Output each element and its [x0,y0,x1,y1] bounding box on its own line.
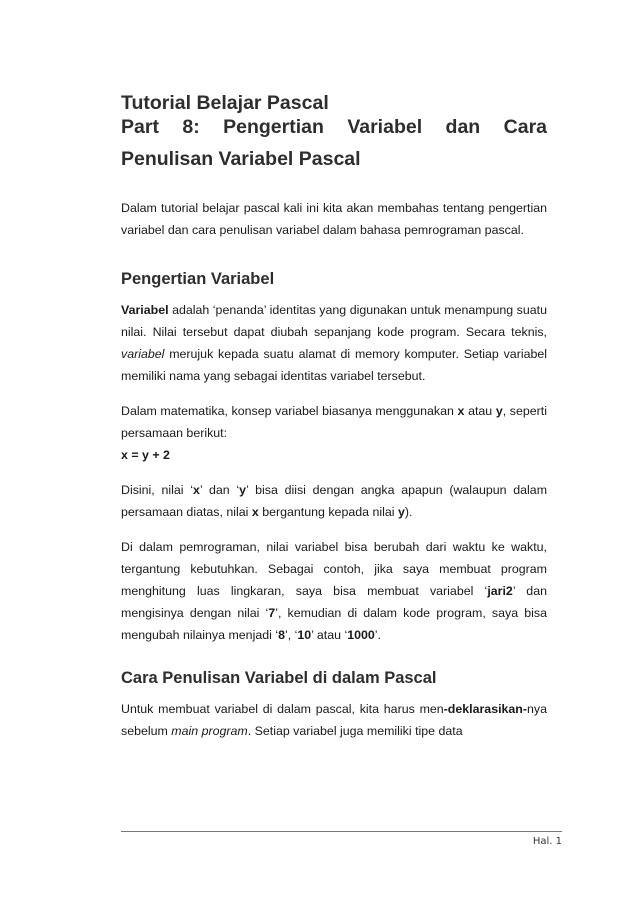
deklarasi-d: main program [171,724,248,738]
paragraph-disini [121,479,547,523]
document-page [121,91,547,742]
pemrograman-i: ’ atau ‘ [311,628,348,642]
disini-d: y [239,483,247,497]
deklarasi-e: . Setiap variabel juga memiliki tipe data [247,724,463,738]
pemrograman-e: ’, kemudian di dalam kode program, saya bisa mengubah nilainya menjadi ‘ [121,606,547,642]
pemrograman-g: ’, ‘ [284,628,298,642]
paragraph-deklarasi [121,698,547,742]
pemrograman-c: ’ dan mengisinya dengan nilai ‘ [121,584,547,620]
document-title [121,91,547,171]
page-number: Hal. 1 [532,836,562,847]
title-line-1: Tutorial Belajar Pascal [121,92,329,114]
disini-i: ). [404,505,413,519]
pemrograman-h: 10 [297,628,312,642]
term-variabel-italic: variabel [121,347,165,361]
pemrograman-a: Di dalam pemrograman, nilai variabel bisa berubah dari waktu ke waktu, tergantung kebutuhkan. Sebagai contoh, jika saya membuat program menghitung luas lingkaran, saya bisa membuat variabel ‘ [121,540,547,598]
math-text-c: , seperti persamaan berikut: [121,404,547,440]
section-heading-pengertian: Pengertian Variabel [121,270,275,288]
math-y: y [495,404,503,418]
pemrograman-b: jari2 [487,584,513,598]
paragraph-definition [121,299,547,387]
equation: x = y + 2 [121,448,170,462]
disini-h: y [397,505,405,519]
pemrograman-j: 1000 [347,628,375,642]
definition-text-b: merujuk kepada suatu alamat di memory komputer. Setiap variabel memiliki nama yang sebagai identitas variabel tersebut. [121,347,547,383]
disini-e: ’ bisa diisi dengan angka apapun (walaupun dalam persamaan diatas, nilai [121,483,548,519]
term-variabel: Variabel [121,303,169,317]
section-heading-cara-penulisan: Cara Penulisan Variabel di dalam Pascal [121,669,437,687]
deklarasi-b: -deklarasikan- [443,702,528,716]
paragraph-pemrograman [121,536,547,646]
pemrograman-f: 8 [278,628,285,642]
intro-paragraph: Dalam tutorial belajar pascal kali ini kita akan membahas tentang pengertian variabel dan cara penulisan variabel dalam bahasa pemrograman pascal. [121,201,547,237]
disini-c: ’ dan ‘ [199,483,240,497]
pemrograman-d: 7 [268,606,276,620]
definition-text-a: adalah ‘penanda’ identitas yang digunakan untuk menampung suatu nilai. Nilai tersebut dapat diubah sepanjang kode program. Secara teknis, [121,303,547,339]
footer-divider [121,831,562,832]
math-text-b: atau [464,404,496,418]
math-text-a: Dalam matematika, konsep variabel biasanya menggunakan [121,404,458,418]
pemrograman-k: ’. [374,628,381,642]
title-line-3: Penulisan Variabel Pascal [121,148,361,170]
title-line-2: Part 8: Pengertian Variabel dan Cara [121,116,547,138]
paragraph-math [121,400,547,466]
deklarasi-a: Untuk membuat variabel di dalam pascal, kita harus men [121,702,444,716]
disini-g: bergantung kepada nilai [258,505,398,519]
math-x: x [457,404,465,418]
disini-f: x [251,505,259,519]
disini-a: Disini, nilai ‘ [121,483,194,497]
deklarasi-c: nya sebelum [121,702,547,738]
disini-b: x [193,483,200,497]
